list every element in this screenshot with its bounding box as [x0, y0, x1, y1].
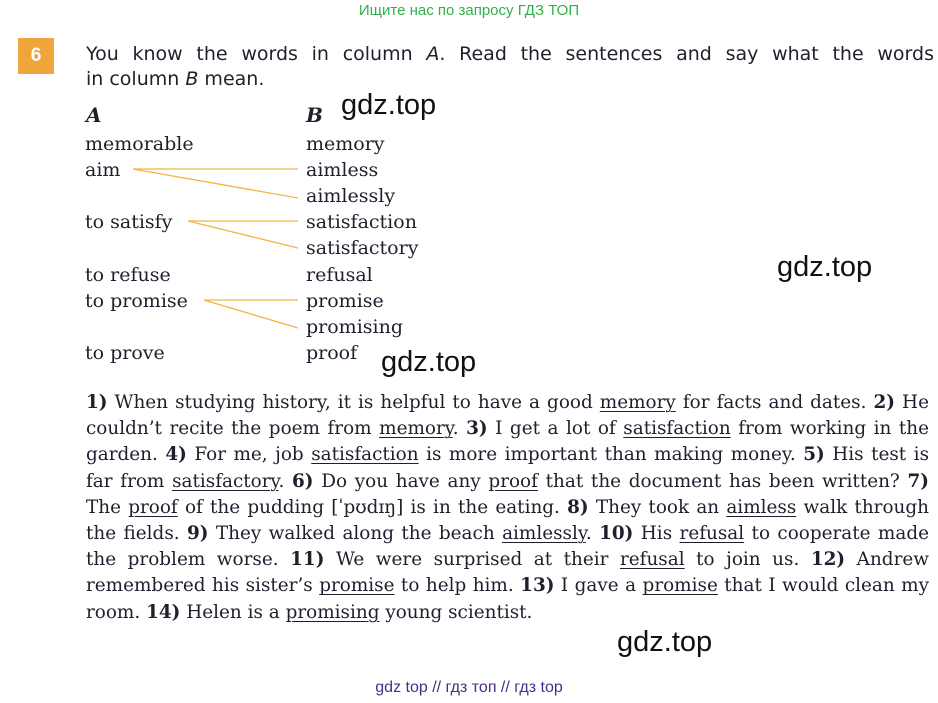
answer-word: satisfaction	[623, 418, 731, 440]
column-b-word: satisfaction	[306, 211, 417, 233]
column-letter: A	[426, 43, 440, 65]
answer-word: memory	[599, 392, 676, 413]
column-b-heading: B	[306, 103, 323, 127]
answer-word: promising	[285, 601, 380, 623]
answer-word: promise	[642, 575, 718, 597]
watermark: gdz.top	[341, 89, 437, 121]
column-b-word: aimlessly	[306, 185, 396, 207]
sentence-number: 9)	[187, 523, 209, 545]
sentence-number: 10)	[599, 523, 634, 545]
sentence-number: 2)	[873, 392, 895, 413]
answer-word: refusal	[619, 549, 685, 571]
column-b-word: promise	[306, 290, 384, 312]
answer-word: promise	[319, 575, 395, 597]
answer-word: satisfactory	[172, 470, 279, 492]
sentence-number: 6)	[292, 470, 314, 492]
answer-word: satisfaction	[311, 444, 419, 466]
answer-word: aimlessly	[502, 523, 586, 545]
answer-word: aimless	[726, 496, 797, 518]
column-a-word: memorable	[85, 133, 194, 155]
sentence-number: 13)	[520, 575, 555, 597]
watermark: gdz.top	[617, 626, 713, 658]
exercise-number-badge: 6	[18, 38, 54, 74]
column-b-word: proof	[306, 342, 358, 364]
footer: gdz top // гдз топ // гдз top	[375, 679, 563, 696]
answer-word: proof	[488, 470, 538, 492]
sentence-number: 12)	[810, 549, 846, 571]
sentence-number: 5)	[803, 444, 825, 466]
watermark: gdz.top	[381, 346, 477, 378]
watermark: gdz.top	[777, 251, 873, 283]
connector-promise-promising	[204, 300, 298, 328]
column-a-word: to satisfy	[85, 211, 173, 233]
column-a-word: to prove	[85, 342, 165, 364]
column-b-word: refusal	[306, 264, 373, 286]
sentence-number: 3)	[466, 418, 488, 440]
instruction-line-1: You know the words in column A. Read the sentences and say what the words	[86, 43, 934, 65]
column-b-word: satisfactory	[306, 237, 419, 259]
sentence-number: 7)	[907, 470, 929, 492]
sentence-number: 11)	[290, 549, 325, 571]
column-a-word: to promise	[85, 290, 188, 312]
instruction-line-2: in column B mean.	[86, 68, 265, 90]
sentence-number: 8)	[567, 496, 589, 518]
column-a-word: aim	[85, 159, 121, 181]
exercise-sentences: 1) When studying history, it is helpful to have a good memory for facts and dates. 2) He couldn’t recite the poem from memory. 3) I get a lot of satisfaction from working in the garden. 4) For me, job satisfaction is more important than making money. 5) His test is far from satisfactory. 6) Do you have any proof that the document has been written? 7) The proof of the pudding [ˈpʊdɪŋ] is in the eating. 8) They took an aimless walk through the fields. 9) They walked along the beach aimlessly. 10) His refusal to cooperate made the problem worse. 11) We were surprised at their refusal to join us. 12) Andrew remembered his sister’s promise to help him. 13) I gave a promise that I would clean my room. 14) Helen is a promising young scientist.	[86, 392, 930, 623]
sentence-number: 4)	[165, 444, 187, 466]
instruction	[86, 42, 934, 92]
column-b-word: promising	[306, 316, 404, 338]
answer-word: proof	[128, 496, 178, 518]
sentence-number: 1)	[86, 392, 108, 413]
top-banner: Ищите нас по запросу ГДЗ ТОП	[358, 2, 580, 19]
column-letter: B	[185, 68, 199, 90]
column-a-heading: A	[86, 103, 102, 127]
answer-word: memory	[379, 418, 453, 440]
sentence-number: 14)	[146, 601, 181, 623]
connector-satisfy-satisfactory	[188, 221, 298, 248]
connector-aim-aimlessly	[133, 169, 298, 198]
column-a-word: to refuse	[85, 264, 171, 286]
answer-word: refusal	[679, 523, 745, 545]
column-b-word: aimless	[306, 159, 379, 181]
column-b-word: memory	[306, 133, 385, 155]
